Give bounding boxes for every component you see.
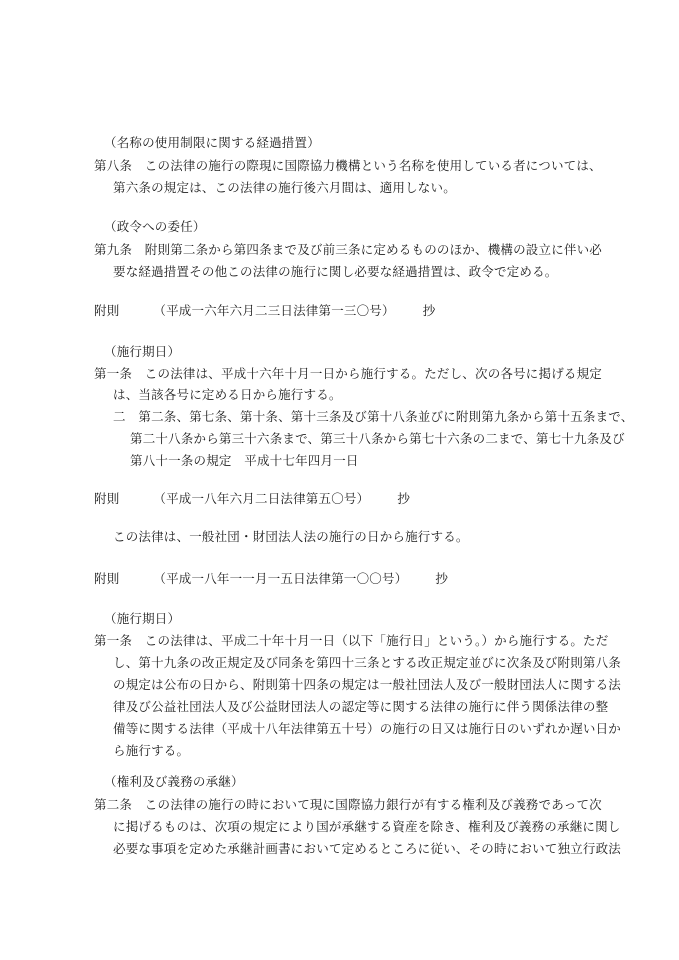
supplementary-provision-heading <box>94 570 448 588</box>
article-9-line-1: 第九条 附則第二条から第四条まで及び前三条に定めるもののほか、機構の設立に伴い必 <box>94 242 603 257</box>
h18b-article-1-line-6: ら施行する。 <box>113 743 190 758</box>
article-caption: （施行期日） <box>104 611 181 626</box>
article-caption: （政令への委任） <box>104 219 206 234</box>
h16-article-1-line-2: は、当該各号に定める日から施行する。 <box>113 387 342 402</box>
h16-item-2-line-1: 二 第二条、第七条、第十条、第十三条及び第十八条並びに附則第九条から第十五条まで、 <box>113 409 634 424</box>
h18a-body: この法律は、一般社団・財団法人法の施行の日から施行する。 <box>113 529 469 544</box>
supplementary-provision-heading <box>94 302 435 320</box>
h18b-article-1-line-2: し、第十九条の改正規定及び同条を第四十三条とする改正規定並びに次条及び附則第八条 <box>113 655 622 670</box>
supplementary-note: 抄 <box>397 491 411 506</box>
h16-item-2-line-2: 第二十八条から第三十六条まで、第三十八条から第七十六条の二まで、第七十九条及び <box>130 431 625 446</box>
supplementary-provision-heading <box>94 490 410 508</box>
article-8-line-2: 第六条の規定は、この法律の施行後六月間は、適用しない。 <box>113 180 456 195</box>
article-caption: （権利及び義務の承継） <box>104 774 244 789</box>
article-9-line-2: 要な経過措置その他この法律の施行に関し必要な経過措置は、政令で定める。 <box>113 264 558 279</box>
h16-item-2-line-3: 第八十一条の規定 平成十七年四月一日 <box>130 453 359 468</box>
supplementary-law-number: （平成一八年六月二日法律第五〇号） <box>153 491 370 506</box>
h18b-article-1-line-4: 律及び公益社団法人及び公益財団法人の認定等に関する法律の施行に伴う関係法律の整 <box>113 699 609 714</box>
article-caption: （名称の使用制限に関する経過措置） <box>104 135 320 150</box>
supplementary-law-number: （平成一八年一一月一五日法律第一〇〇号） <box>153 571 408 586</box>
h18b-article-2-line-3: 必要な事項を定めた承継計画書において定めるところに従い、その時において独立行政法 <box>113 841 622 856</box>
supplementary-label: 附則 <box>94 303 120 318</box>
supplementary-label: 附則 <box>94 491 120 506</box>
supplementary-note: 抄 <box>422 303 436 318</box>
article-caption: （施行期日） <box>104 344 181 359</box>
h16-article-1-line-1: 第一条 この法律は、平成十六年十月一日から施行する。ただし、次の各号に掲げる規定 <box>94 366 603 381</box>
h18b-article-1-line-5: 備等に関する法律（平成十八年法律第五十号）の施行の日又は施行日のいずれか遅い日か <box>113 721 622 736</box>
h18b-article-2-line-1: 第二条 この法律の施行の時において現に国際協力銀行が有する権利及び義務であって次 <box>94 797 602 812</box>
supplementary-label: 附則 <box>94 571 120 586</box>
article-8-line-1: 第八条 この法律の施行の際現に国際協力機構という名称を使用している者については、 <box>94 158 602 173</box>
supplementary-law-number: （平成一六年六月二三日法律第一三〇号） <box>153 303 395 318</box>
h18b-article-1-line-3: の規定は公布の日から、附則第十四条の規定は一般社団法人及び一般財団法人に関する法 <box>113 677 622 692</box>
supplementary-note: 抄 <box>435 571 449 586</box>
h18b-article-1-line-1: 第一条 この法律は、平成二十年十月一日（以下「施行日」という。）から施行する。ただ <box>94 633 609 648</box>
h18b-article-2-line-2: に掲げるものは、次項の規定により国が承継する資産を除き、権利及び義務の承継に関し <box>113 819 621 834</box>
